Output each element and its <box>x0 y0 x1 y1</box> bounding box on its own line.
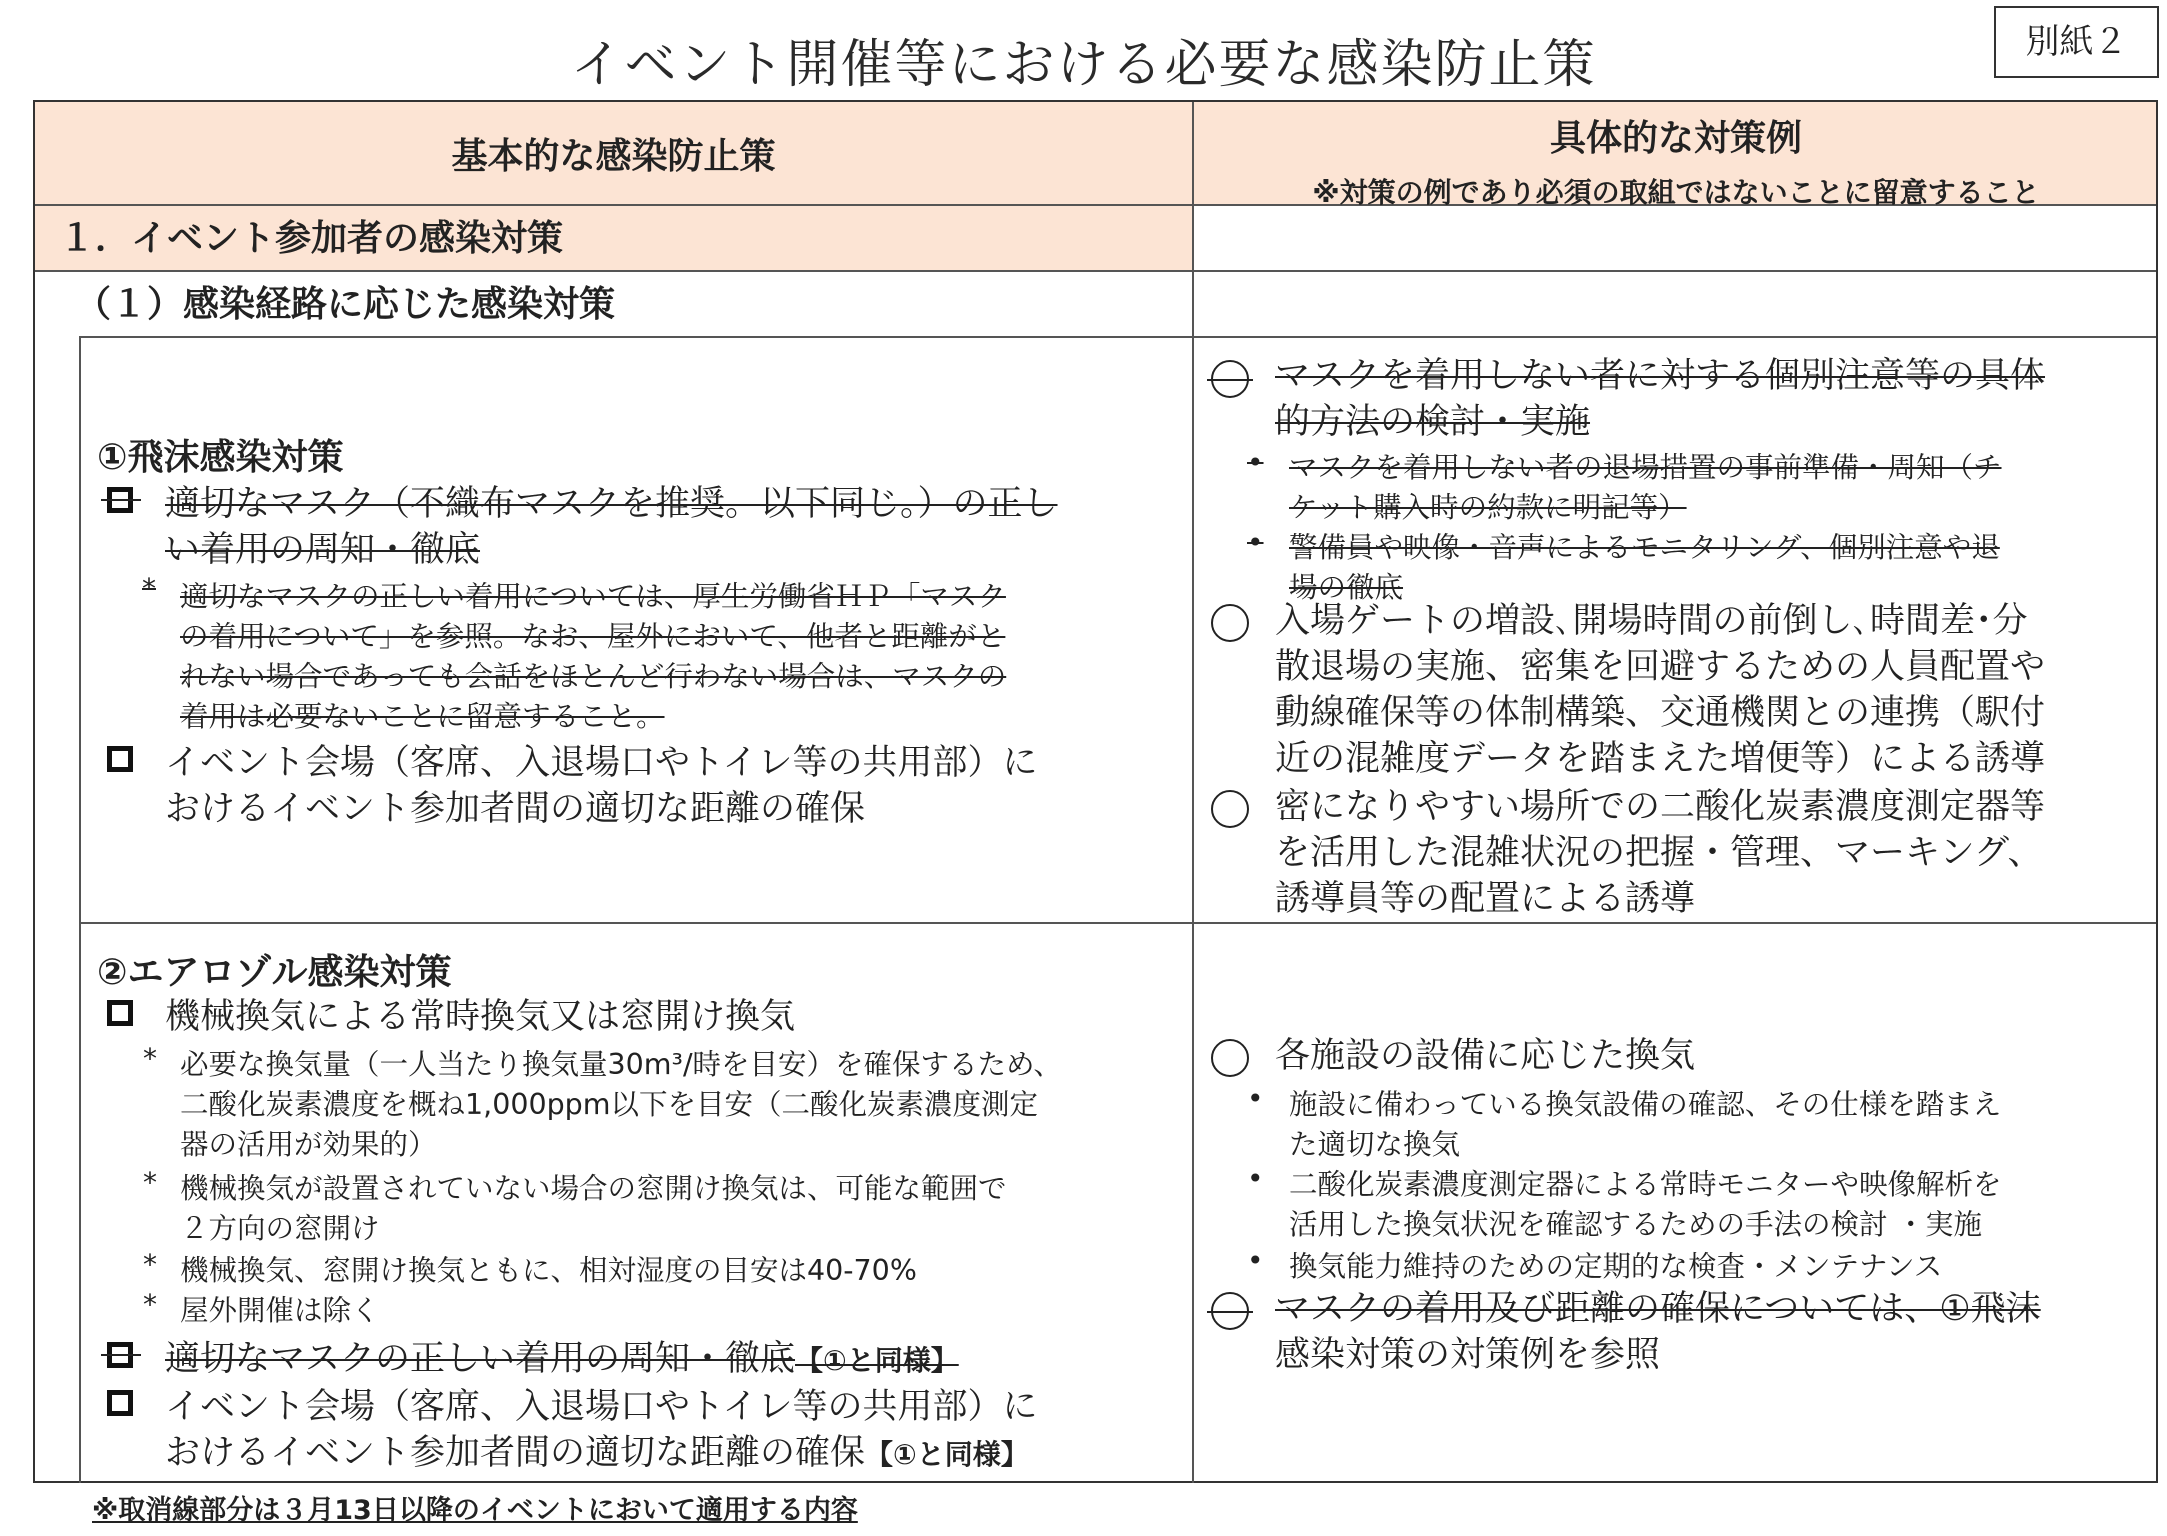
aerosol-item3-line2 <box>165 1425 1029 1475</box>
header-examples-note: ※対策の例であり必須の取組ではないことに留意すること <box>1312 176 2040 209</box>
aerosol-heading: ②エアロゾル感染対策 <box>97 952 452 993</box>
header-examples-title: 具体的な対策例 <box>1549 118 1802 159</box>
strike-mark <box>1207 1311 1253 1313</box>
page-title: イベント開催等における必要な感染防止策 <box>570 35 1597 95</box>
aerosol-ex2-line2: 感染対策の対策例を参照 <box>1275 1335 1661 1375</box>
header-basic-measures: 基本的な感染防止策 <box>451 135 776 177</box>
droplet-ex1-sub2-line2: 場の徹底 <box>1289 571 1404 604</box>
aerosol-item2 <box>165 1331 959 1381</box>
droplet-ex3-line2: を活用した混雑状況の把握・管理、マーキング、 <box>1275 833 2043 873</box>
aerosol-n2-line1: 機械換気が設置されていない場合の窓開け換気は、可能な範囲で <box>180 1172 1007 1205</box>
droplet-ex2-line1: 入場ゲートの増設､開場時間の前倒し､時間差･分 <box>1275 601 2028 641</box>
droplet-heading: ①飛沫感染対策 <box>97 437 344 478</box>
strike-mark <box>1207 379 1253 381</box>
aerosol-n1-line1: 必要な換気量（一人当たり換気量30m³/時を目安）を確保するため、 <box>180 1048 1062 1081</box>
note-asterisk: * <box>143 1042 157 1075</box>
aerosol-n4: 屋外開催は除く <box>180 1294 380 1327</box>
aerosol-n1-line3: 器の活用が効果的） <box>180 1128 437 1161</box>
bullet-icon: • <box>1247 446 1264 479</box>
droplet-ex2-line3: 動線確保等の体制構築、交通機関との連携（駅付 <box>1275 693 2046 733</box>
aerosol-ex2-line1: マスクの着用及び距離の確保については、①飛沫 <box>1275 1289 2041 1329</box>
circle-mark-icon <box>1211 604 1249 642</box>
aerosol-item1: 機械換気による常時換気又は窓開け換気 <box>165 997 796 1037</box>
droplet-item2-line2: おけるイベント参加者間の適切な距離の確保 <box>165 789 866 829</box>
divider <box>79 336 81 1483</box>
divider <box>1192 102 1194 1483</box>
droplet-item2-line1: イベント会場（客席、入退場口やトイレ等の共用部）に <box>165 743 1038 783</box>
strike-mark <box>101 499 141 501</box>
footnote: ※取消線部分は３月13日以降のイベントにおいて適用する内容 <box>92 1495 858 1526</box>
droplet-ex3-line1: 密になりやすい場所での二酸化炭素濃度測定器等 <box>1275 787 2046 827</box>
note-asterisk: * <box>143 1248 157 1281</box>
divider <box>79 922 2156 924</box>
droplet-ex1-line1: マスクを着用しない者に対する個別注意等の具体 <box>1275 356 2046 396</box>
checkbox-icon <box>107 1390 133 1416</box>
aerosol-n3: 機械換気、窓開け換気ともに、相対湿度の目安は40-70% <box>180 1254 917 1287</box>
attachment-label: 別紙２ <box>1994 6 2159 78</box>
aerosol-n2-line2: ２方向の窓開け <box>180 1212 380 1245</box>
circle-mark-icon <box>1211 790 1249 828</box>
droplet-note-line3: れない場合であっても会話をほとんど行わない場合は、マスクの <box>180 660 1007 693</box>
aerosol-n1-line2: 二酸化炭素濃度を概ね1,000ppm以下を目安（二酸化炭素濃度測定 <box>180 1088 1039 1121</box>
droplet-ex2-line4: 近の混雑度データを踏まえた増便等）による誘導 <box>1275 739 2046 779</box>
aerosol-s2-line2: 活用した換気状況を確認するための手法の検討 ・実施 <box>1289 1208 1983 1241</box>
aerosol-item2-ref: 【①と同様】 <box>795 1344 959 1377</box>
strike-mark <box>101 1354 141 1356</box>
droplet-note-line2: の着用について」を参照。なお、屋外において、他者と距離がと <box>180 620 1006 653</box>
droplet-ex2-line2: 散退場の実施、密集を回避するための人員配置や <box>1275 647 2046 687</box>
aerosol-item3-text: おけるイベント参加者間の適切な距離の確保 <box>165 1433 866 1473</box>
aerosol-item2-text: 適切なマスクの正しい着用の周知・徹底 <box>165 1339 796 1379</box>
droplet-note-line1: 適切なマスクの正しい着用については、厚生労働省ＨＰ「マスク <box>180 580 1006 613</box>
aerosol-s3: 換気能力維持のための定期的な検査・メンテナンス <box>1289 1250 1943 1283</box>
droplet-item1-line2: い着用の周知・徹底 <box>165 530 481 570</box>
section-heading: １．イベント参加者の感染対策 <box>59 218 564 259</box>
droplet-ex1-sub2-line1: 警備員や映像・音声によるモニタリング、個別注意や退 <box>1289 531 2000 564</box>
droplet-ex1-sub1-line1: マスクを着用しない者の退場措置の事前準備・周知（チ <box>1289 451 2002 484</box>
droplet-ex1-sub1-line2: ケット購入時の約款に明記等） <box>1289 491 1687 524</box>
bullet-icon: • <box>1247 1082 1264 1115</box>
aerosol-item3-line1: イベント会場（客席、入退場口やトイレ等の共用部）に <box>165 1387 1038 1427</box>
droplet-ex1-line2: 的方法の検討・実施 <box>1275 402 1591 442</box>
droplet-note-line4: 着用は必要ないことに留意すること。 <box>180 700 665 733</box>
note-asterisk: * <box>143 1288 157 1321</box>
aerosol-s1-line1: 施設に備わっている換気設備の確認、その仕様を踏まえ <box>1289 1088 2002 1121</box>
droplet-item1-line1: 適切なマスク（不織布マスクを推奨。以下同じ。）の正し <box>165 484 1058 524</box>
bullet-icon: • <box>1247 1162 1264 1195</box>
circle-mark-icon <box>1211 1039 1249 1077</box>
aerosol-s1-line2: た適切な換気 <box>1289 1128 1461 1161</box>
subsection-heading: （１）感染経路に応じた感染対策 <box>75 284 616 325</box>
aerosol-item3-ref: 【①と同様】 <box>865 1438 1029 1471</box>
note-asterisk: * <box>143 1166 157 1199</box>
aerosol-ex1: 各施設の設備に応じた換気 <box>1275 1036 1696 1076</box>
bullet-icon: • <box>1247 1244 1264 1277</box>
note-asterisk: * <box>142 572 156 605</box>
aerosol-s2-line1: 二酸化炭素濃度測定器による常時モニターや映像解析を <box>1289 1168 2002 1201</box>
checkbox-icon <box>107 746 133 772</box>
checkbox-icon <box>107 1000 133 1026</box>
bullet-icon: • <box>1247 526 1264 559</box>
header-examples <box>1194 102 2158 209</box>
measures-table <box>33 100 2158 1483</box>
droplet-ex3-line3: 誘導員等の配置による誘導 <box>1275 879 1696 919</box>
